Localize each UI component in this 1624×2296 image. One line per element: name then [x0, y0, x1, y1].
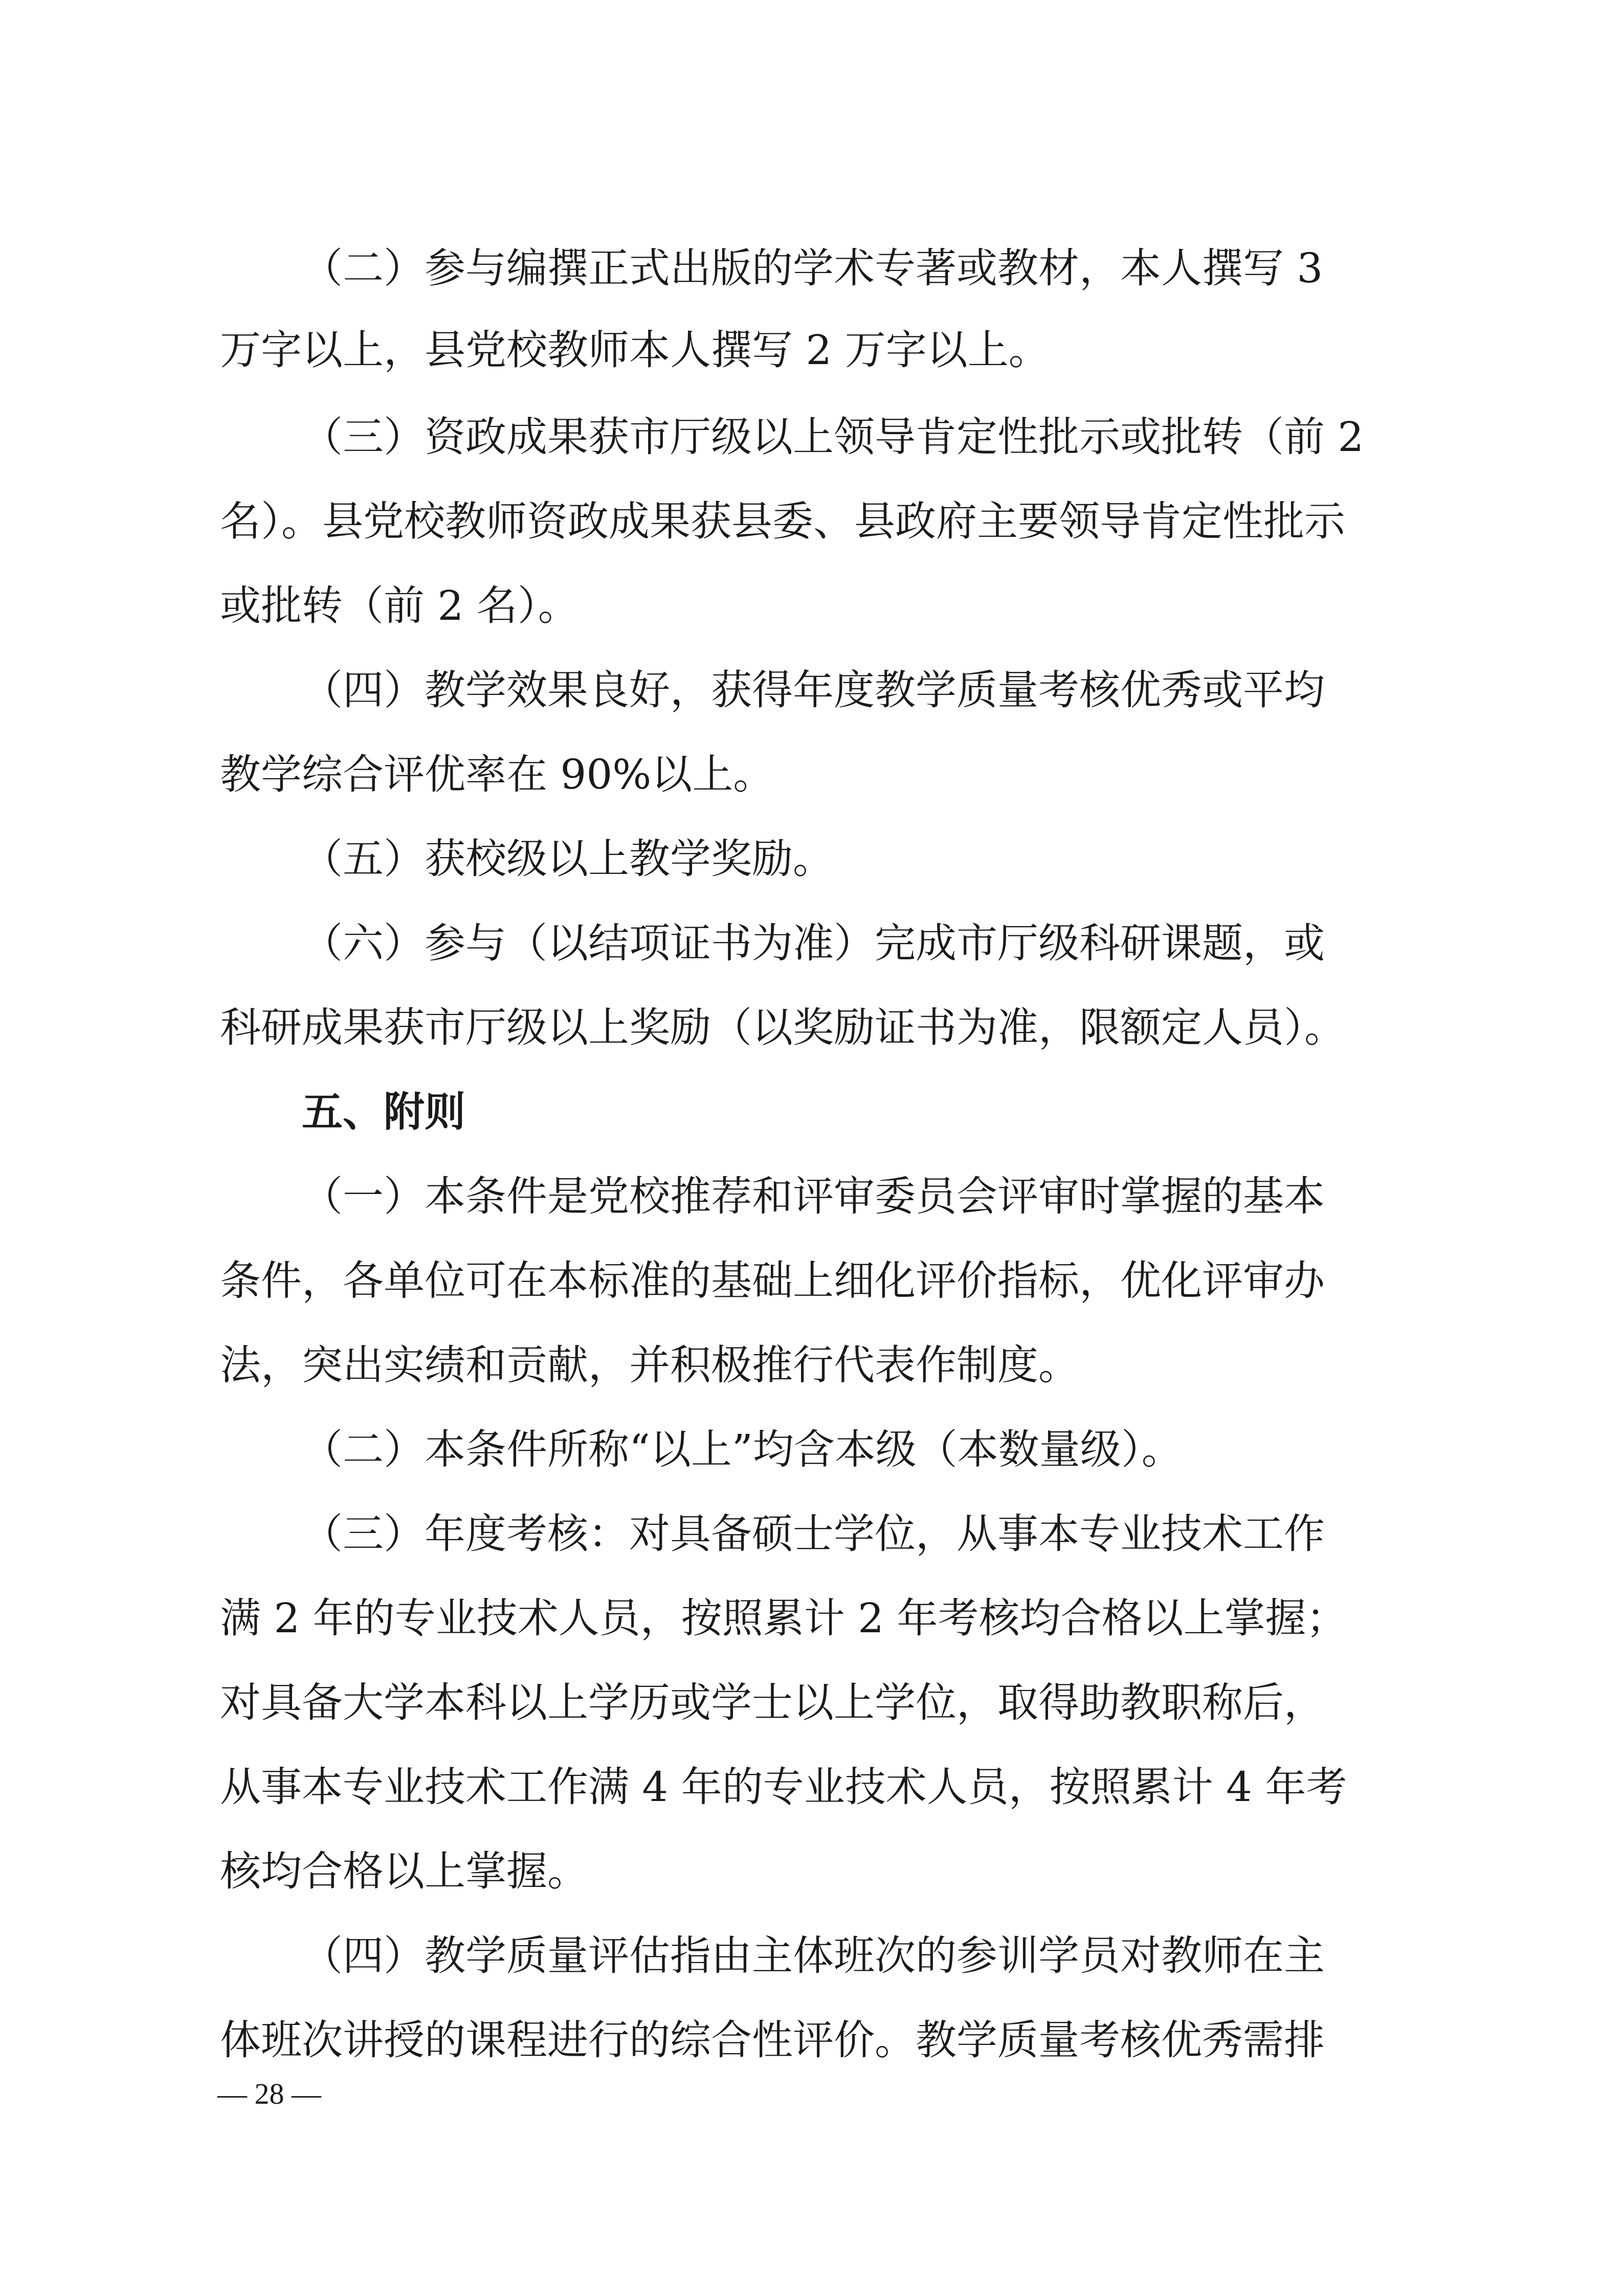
- paragraph-line: 核均合格以上掌握。: [220, 1848, 588, 1895]
- paragraph-line: 或批转（前 2 名）。: [220, 582, 579, 629]
- paragraph-line: 从事本专业技术工作满 4 年的专业技术人员，按照累计 4 年考: [220, 1763, 1347, 1811]
- paragraph-line: 法，突出实绩和贡献，并积极推行代表作制度。: [220, 1341, 1079, 1389]
- paragraph-line: 科研成果获市厅级以上奖励（以奖励证书为准，限额定人员）。: [220, 1004, 1345, 1051]
- paragraph-line: （三）资政成果获市厅级以上领导肯定性批示或批转（前 2: [302, 413, 1364, 461]
- paragraph-line: 条件，各单位可在本标准的基础上细化评价指标，优化评审办: [220, 1257, 1325, 1304]
- paragraph-line: （五）获校级以上教学奖励。: [302, 835, 834, 883]
- paragraph-line: （一）本条件是党校推荐和评审委员会评审时掌握的基本: [302, 1173, 1325, 1220]
- paragraph-line: 体班次讲授的课程进行的综合性评价。教学质量考核优秀需排: [220, 2016, 1325, 2064]
- paragraph-line: （二）参与编撰正式出版的学术专著或教材，本人撰写 3: [302, 244, 1323, 292]
- section-heading: 五、附则: [302, 1088, 465, 1136]
- paragraph-line: 满 2 年的专业技术人员，按照累计 2 年考核均合格以上掌握；: [220, 1594, 1347, 1642]
- paragraph-line: （四）教学质量评估指由主体班次的参训学员对教师在主: [302, 1932, 1325, 1979]
- paragraph-line: 名）。县党校教师资政成果获县委、县政府主要领导肯定性批示: [220, 498, 1345, 545]
- page-number: — 28 —: [217, 2077, 321, 2110]
- paragraph-line: （六）参与（以结项证书为准）完成市厅级科研课题，或: [302, 919, 1325, 967]
- paragraph-line: 对具备大学本科以上学历或学士以上学位，取得助教职称后，: [220, 1679, 1325, 1726]
- paragraph-line: 万字以上，县党校教师本人撰写 2 万字以上。: [220, 326, 1050, 374]
- paragraph-line: （四）教学效果良好，获得年度教学质量考核优秀或平均: [302, 666, 1325, 714]
- paragraph-line: （三）年度考核：对具备硕士学位，从事本专业技术工作: [302, 1510, 1325, 1558]
- paragraph-line: （二）本条件所称“以上”均含本级（本数量级）。: [302, 1426, 1183, 1473]
- paragraph-line: 教学综合评优率在 90%以上。: [220, 751, 774, 798]
